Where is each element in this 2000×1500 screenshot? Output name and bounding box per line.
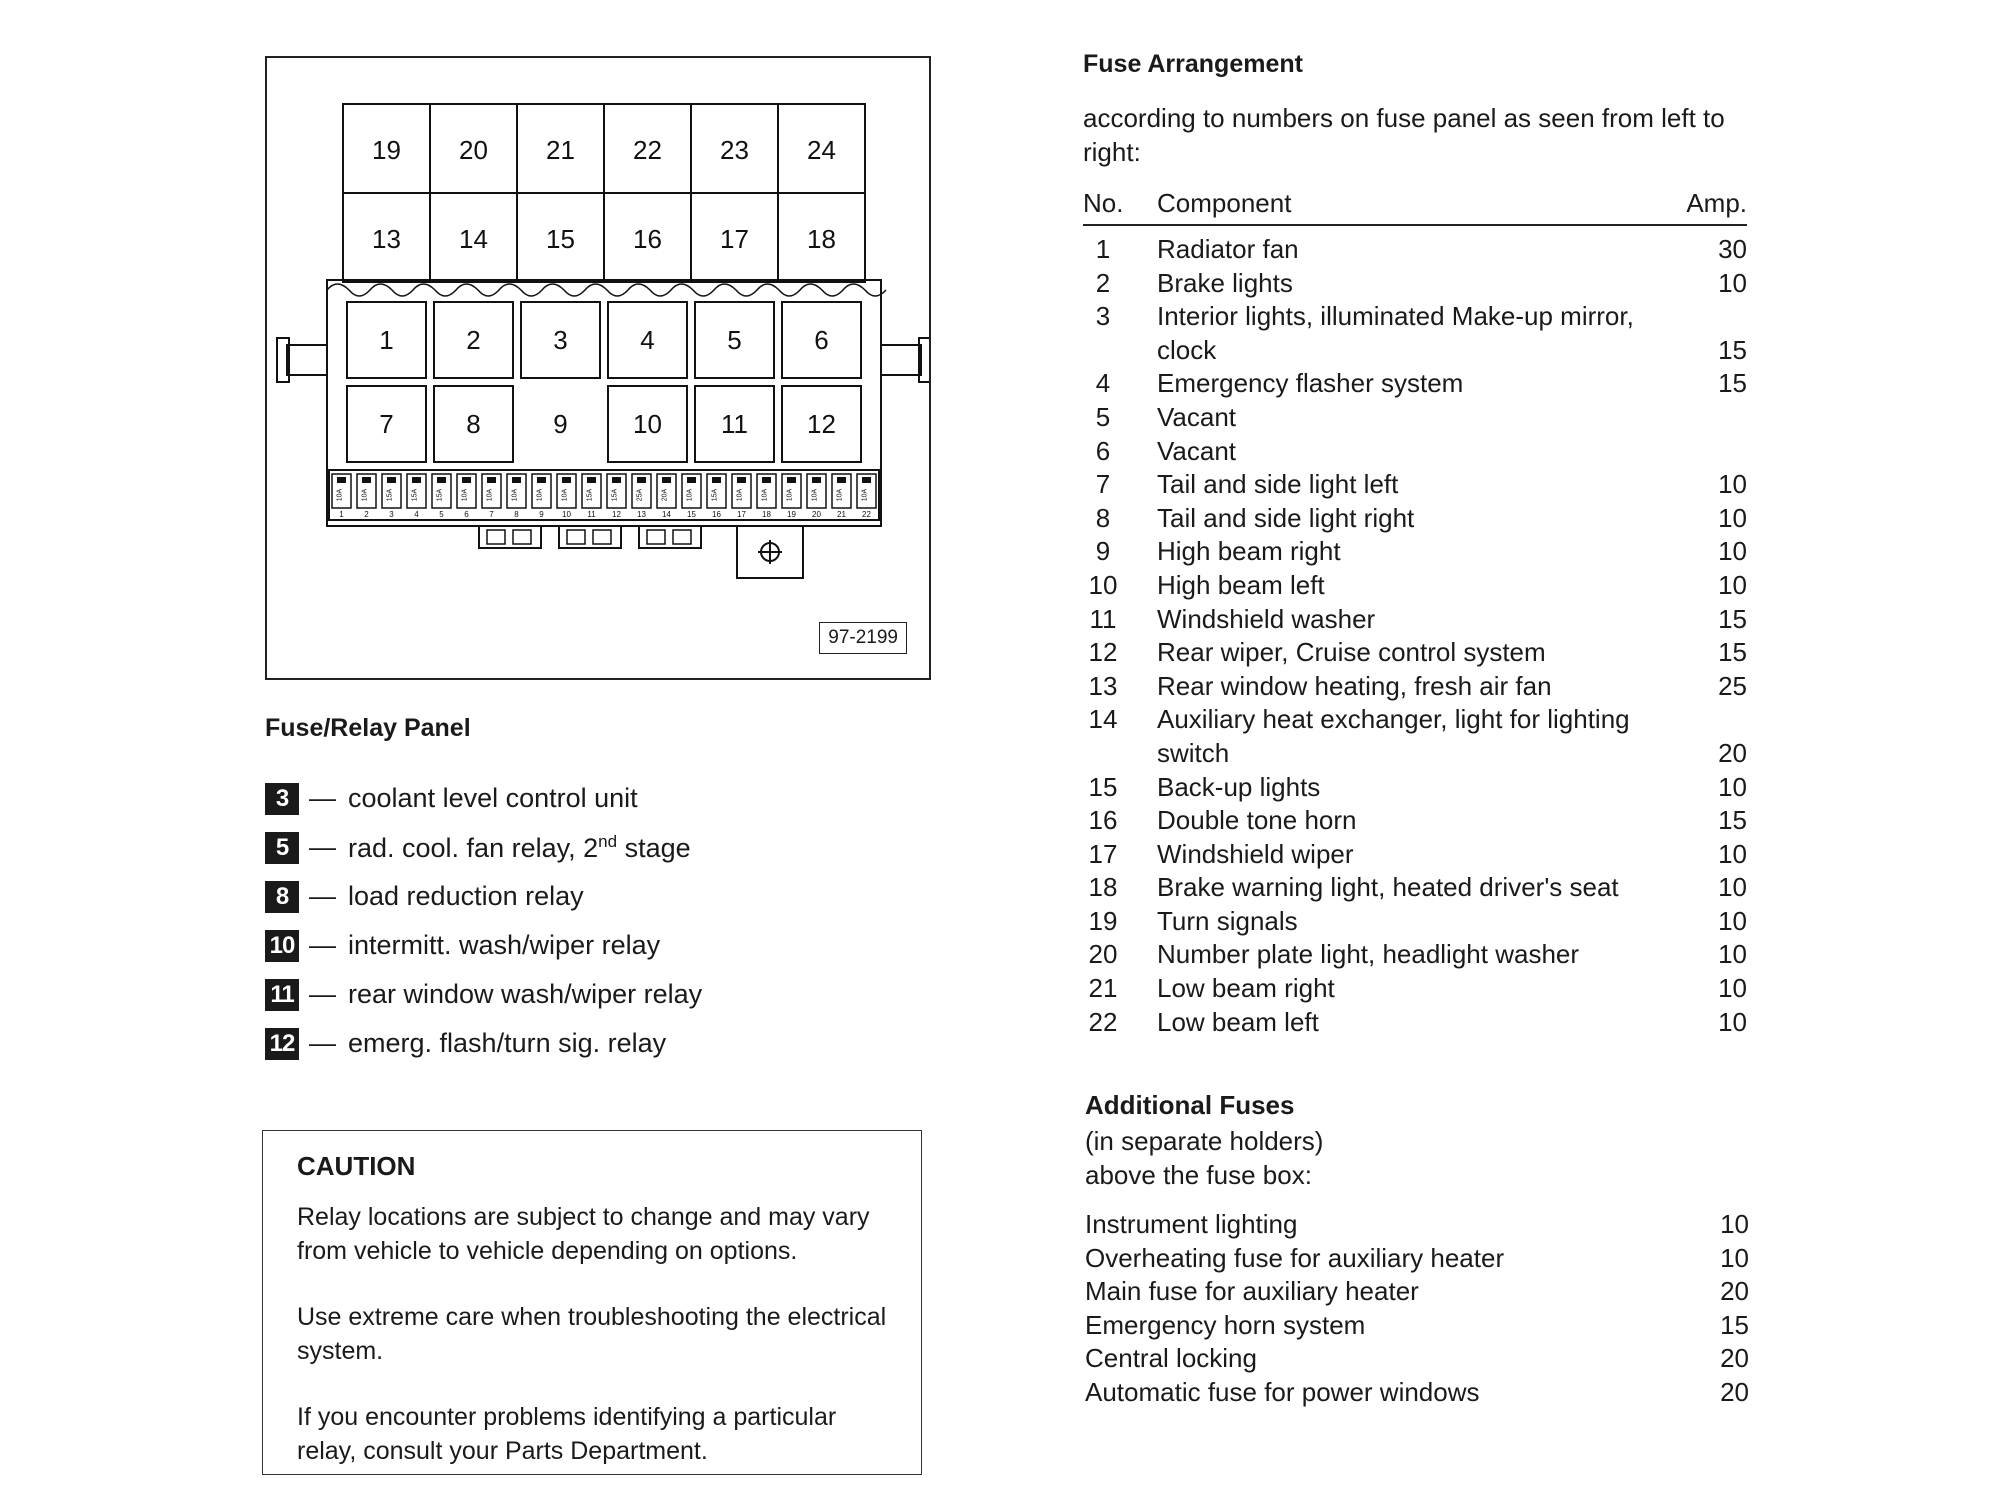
- fuse-number: 4: [1095, 368, 1111, 399]
- additional-fuse-component: Main fuse for auxiliary heater: [1085, 1276, 1419, 1307]
- relay-position-number: 17: [720, 224, 749, 254]
- table-row: [1083, 838, 1747, 872]
- fuse-slot-number: 13: [637, 510, 646, 519]
- fuse-number: 21: [1088, 973, 1118, 1004]
- table-row: [1083, 703, 1747, 770]
- fuse-table-header: [1083, 188, 1747, 226]
- fuse-amp: 10: [1718, 536, 1747, 567]
- panel-title: Fuse/Relay Panel: [265, 714, 471, 742]
- fuse-slot-number: 16: [712, 510, 721, 519]
- fuse-amp: 10: [1718, 771, 1747, 802]
- fuse-amp: 10: [1718, 502, 1747, 533]
- relay-socket-number: 8: [466, 409, 481, 439]
- fuse-number: 6: [1095, 435, 1111, 466]
- fuse-number: 12: [1088, 637, 1118, 668]
- fuse-slot-number: 17: [737, 510, 746, 519]
- fuse-component: Rear window heating, fresh air fan: [1157, 670, 1552, 701]
- relay-legend-item: [265, 872, 865, 921]
- fuse-slot-number: 14: [662, 510, 671, 519]
- fuse-number: 11: [1089, 603, 1117, 634]
- fuse-terminal: [562, 477, 571, 483]
- fuse-rating-label: 10A: [361, 488, 369, 502]
- connector-pin: [647, 530, 665, 544]
- relay-description: rad. cool. fan relay, 2nd stage: [348, 831, 691, 863]
- additional-fuses-title: Additional Fuses: [1085, 1090, 1295, 1120]
- dash: —: [309, 930, 336, 960]
- fuse-amp: 15: [1718, 603, 1747, 634]
- fuse-slot-number: 10: [562, 510, 571, 519]
- additional-fuse-amp: 20: [1720, 1343, 1749, 1374]
- relay-number-badge: 8: [265, 881, 299, 913]
- table-row: [1083, 804, 1747, 838]
- fuse-component: Back-up lights: [1157, 771, 1321, 802]
- diagram-code: 97-2199: [819, 622, 907, 654]
- relay-description: intermitt. wash/wiper relay: [348, 930, 661, 960]
- fuse-amp: 10: [1718, 1006, 1747, 1037]
- fuse-rating-label: 10A: [536, 488, 544, 502]
- fuse-slot-number: 12: [612, 510, 621, 519]
- connector-pin: [567, 530, 585, 544]
- fuse-rating-label: 15A: [711, 488, 719, 502]
- fuse-component: Windshield washer: [1157, 603, 1376, 634]
- fuse-component: Windshield wiper: [1157, 838, 1354, 869]
- relay-number-badge: 11: [265, 979, 299, 1011]
- fuse-rating-label: 15A: [611, 488, 619, 502]
- fuse-terminal: [512, 477, 521, 483]
- additional-fuse-component: Overheating fuse for auxiliary heater: [1085, 1242, 1505, 1273]
- dash: —: [309, 832, 336, 862]
- relay-socket-number: 10: [633, 409, 662, 439]
- fuse-slot-number: 2: [364, 510, 369, 519]
- fuse-number: 10: [1088, 569, 1118, 600]
- fuse-number: 14: [1088, 704, 1118, 735]
- fuse-amp: 10: [1718, 267, 1747, 298]
- fuse-component: Vacant: [1157, 435, 1237, 466]
- fuse-slot-number: 6: [464, 510, 469, 519]
- connector-pin: [593, 530, 611, 544]
- fuse-amp: 15: [1718, 368, 1747, 399]
- relay-description: emerg. flash/turn sig. relay: [348, 1028, 667, 1058]
- fuse-number: 1: [1095, 234, 1111, 264]
- fuse-rating-label: 10A: [811, 488, 819, 502]
- fuse-slot-number: 3: [389, 510, 394, 519]
- fuse-terminal: [487, 477, 496, 483]
- fuse-component: Radiator fan: [1157, 234, 1299, 264]
- fuse-amp: 15: [1718, 334, 1747, 365]
- fuse-amp: 10: [1718, 905, 1747, 936]
- fuse-terminal: [687, 477, 696, 483]
- relay-description: coolant level control unit: [348, 783, 638, 813]
- right-mount-pin: [881, 345, 921, 375]
- fuse-rating-label: 10A: [511, 488, 519, 502]
- fuse-slot-number: 7: [489, 510, 494, 519]
- fuse-terminal: [387, 477, 396, 483]
- relay-position-number: 20: [459, 135, 488, 165]
- fuse-component: Low beam right: [1157, 973, 1335, 1004]
- fuse-number: 9: [1095, 536, 1111, 567]
- fuse-number: 18: [1088, 872, 1118, 903]
- table-row: [1083, 972, 1747, 1006]
- table-row: [1085, 1342, 1749, 1376]
- table-row: [1085, 1242, 1749, 1276]
- relay-legend-item: [265, 774, 865, 823]
- additional-fuse-amp: 20: [1720, 1276, 1749, 1307]
- fuse-terminal: [462, 477, 471, 483]
- fuse-component: Auxiliary heat exchanger, light for lighting switch: [1157, 704, 1630, 768]
- fuse-rating-label: 15A: [436, 488, 444, 502]
- table-row: [1083, 871, 1747, 905]
- table-row: [1083, 603, 1747, 637]
- relay-position-number: 15: [546, 224, 575, 254]
- table-row: [1083, 938, 1747, 972]
- fuse-terminal: [862, 477, 871, 483]
- housing-clip-edge: [327, 284, 886, 296]
- fuse-amp: 10: [1718, 973, 1747, 1004]
- relay-position-number: 23: [720, 135, 749, 165]
- fuse-rating-label: 10A: [561, 488, 569, 502]
- table-row: [1083, 233, 1747, 267]
- additional-fuse-amp: 10: [1720, 1209, 1749, 1239]
- relay-position-number: 18: [807, 224, 836, 254]
- fuse-rating-label: 10A: [861, 488, 869, 502]
- fuse-component: High beam right: [1157, 536, 1341, 567]
- fuse-amp: 20: [1718, 737, 1747, 768]
- fuse-amp: 10: [1718, 569, 1747, 600]
- relay-position-number: 13: [372, 224, 401, 254]
- dash: —: [309, 881, 336, 911]
- additional-fuses-subtitle: [1085, 1125, 1323, 1192]
- fuse-rating-label: 10A: [461, 488, 469, 502]
- fuse-amp: 25: [1718, 670, 1747, 701]
- fuse-component: Brake lights: [1157, 267, 1293, 298]
- fuse-component: Double tone horn: [1157, 805, 1357, 836]
- fuse-number: 5: [1095, 401, 1111, 432]
- fuse-number: 8: [1095, 502, 1111, 533]
- caution-title: CAUTION: [297, 1151, 416, 1181]
- fuse-component: Emergency flasher system: [1157, 368, 1464, 399]
- additional-fuse-component: Instrument lighting: [1085, 1209, 1298, 1239]
- table-row: [1083, 636, 1747, 670]
- fuse-component: Vacant: [1157, 401, 1237, 432]
- table-row: [1083, 468, 1747, 502]
- fuse-number: 15: [1088, 771, 1118, 802]
- relay-description: rear window wash/wiper relay: [348, 979, 703, 1009]
- fuse-number: 7: [1095, 469, 1111, 500]
- subtitle-line: (in separate holders): [1085, 1126, 1324, 1156]
- fuse-number: 3: [1095, 301, 1111, 332]
- fuse-slot-number: 1: [339, 510, 344, 519]
- fuse-component: Rear wiper, Cruise control system: [1157, 637, 1546, 668]
- relay-legend-item: [265, 823, 865, 872]
- header-no: No.: [1083, 188, 1124, 218]
- fuse-terminal: [412, 477, 421, 483]
- connector-pin: [487, 530, 505, 544]
- relay-position-number: 14: [459, 224, 488, 254]
- caution-paragraph: Use extreme care when troubleshooting the electrical system.: [297, 1303, 887, 1365]
- fuse-amp: 15: [1718, 637, 1747, 668]
- header-amp: Amp.: [1686, 188, 1747, 218]
- fuse-terminal: [437, 477, 446, 483]
- fuse-slot-number: 15: [687, 510, 696, 519]
- fuse-terminal: [712, 477, 721, 483]
- fuse-number: 20: [1088, 939, 1118, 970]
- fuse-number: 19: [1088, 905, 1118, 936]
- additional-fuse-component: Central locking: [1085, 1343, 1257, 1374]
- fuse-rating-label: 10A: [736, 488, 744, 502]
- table-row: [1083, 1006, 1747, 1040]
- additional-fuse-amp: 15: [1720, 1309, 1749, 1340]
- fuse-terminal: [612, 477, 621, 483]
- table-row: [1083, 670, 1747, 704]
- fuse-slot-number: 9: [539, 510, 544, 519]
- fuse-rating-label: 10A: [786, 488, 794, 502]
- fuse-number: 2: [1095, 267, 1111, 298]
- fuse-rating-label: 10A: [761, 488, 769, 502]
- relay-socket-number: 1: [379, 325, 394, 355]
- fuse-slot-number: 19: [787, 510, 796, 519]
- relay-socket-number: 7: [379, 409, 394, 439]
- fuse-component: Number plate light, headlight washer: [1157, 939, 1580, 970]
- fuse-rating-label: 20A: [661, 488, 669, 502]
- fuse-slot-number: 21: [837, 510, 846, 519]
- relay-legend: [265, 774, 865, 1068]
- fuse-slot-number: 11: [587, 510, 596, 519]
- relay-position-number: 19: [372, 135, 401, 165]
- table-row: [1083, 569, 1747, 603]
- table-row: [1085, 1275, 1749, 1309]
- fuse-amp: 10: [1718, 469, 1747, 500]
- relay-legend-item: [265, 921, 865, 970]
- fuse-rating-label: 10A: [486, 488, 494, 502]
- fuse-terminal: [362, 477, 371, 483]
- fuse-number: 16: [1088, 805, 1118, 836]
- connector-pin: [513, 530, 531, 544]
- fuse-terminal: [587, 477, 596, 483]
- fuse-rating-label: 10A: [686, 488, 694, 502]
- relay-socket-number: 5: [727, 325, 742, 355]
- header-component: Component: [1157, 188, 1292, 218]
- relay-socket-number: 2: [466, 325, 481, 355]
- fuse-rating-label: 15A: [386, 488, 394, 502]
- fuse-terminal: [812, 477, 821, 483]
- additional-fuse-component: Automatic fuse for power windows: [1085, 1376, 1480, 1407]
- table-row: [1083, 367, 1747, 401]
- relay-number-badge: 5: [265, 832, 299, 864]
- fuse-terminal: [787, 477, 796, 483]
- fuse-number: 17: [1088, 838, 1118, 869]
- table-row: [1083, 771, 1747, 805]
- fuse-terminal: [662, 477, 671, 483]
- left-mount-pin: [287, 345, 327, 375]
- relay-number-badge: 3: [265, 783, 299, 815]
- table-row: [1085, 1309, 1749, 1343]
- table-row: [1083, 535, 1747, 569]
- fuse-relay-panel-diagram: [265, 56, 931, 680]
- caution-paragraph: If you encounter problems identifying a particular relay, consult your Parts Department.: [297, 1403, 837, 1465]
- fuse-terminal: [337, 477, 346, 483]
- relay-socket-number: 9: [553, 409, 568, 439]
- relay-socket-number: 6: [814, 325, 829, 355]
- fuse-slot-number: 18: [762, 510, 771, 519]
- table-row: [1083, 300, 1747, 367]
- additional-fuses-table: [1085, 1208, 1749, 1410]
- dash: —: [309, 979, 336, 1009]
- table-row: [1085, 1376, 1749, 1410]
- fuse-terminal: [762, 477, 771, 483]
- fuse-slot-number: 22: [862, 510, 871, 519]
- fuse-arrangement-title: Fuse Arrangement: [1083, 50, 1303, 78]
- relay-number-badge: 10: [265, 930, 299, 962]
- relay-description: load reduction relay: [348, 881, 584, 911]
- fuse-slot-number: 8: [514, 510, 519, 519]
- fuse-arrangement-intro: according to numbers on fuse panel as seen from left to right:: [1083, 103, 1725, 167]
- fuse-terminal: [637, 477, 646, 483]
- table-row: [1083, 435, 1747, 469]
- table-row: [1083, 905, 1747, 939]
- fuse-slot-number: 20: [812, 510, 821, 519]
- fuse-terminal: [837, 477, 846, 483]
- dash: —: [309, 1028, 336, 1058]
- relay-legend-item: [265, 970, 865, 1019]
- fuse-terminal: [537, 477, 546, 483]
- relay-position-number: 24: [807, 135, 836, 165]
- relay-legend-item: [265, 1019, 865, 1068]
- additional-fuse-amp: 20: [1720, 1376, 1749, 1407]
- fuse-box-drawing: [267, 58, 929, 678]
- fuse-component: Brake warning light, heated driver's seat: [1157, 872, 1619, 903]
- fuse-component: Turn signals: [1157, 905, 1298, 936]
- relay-position-number: 21: [546, 135, 575, 165]
- relay-position-number: 16: [633, 224, 662, 254]
- fuse-rating-label: 15A: [411, 488, 419, 502]
- dash: —: [309, 783, 336, 813]
- relay-socket-number: 11: [721, 409, 748, 439]
- relay-socket-number: 12: [807, 409, 836, 439]
- table-row: [1083, 502, 1747, 536]
- fuse-terminal: [737, 477, 746, 483]
- fuse-rating-label: 10A: [836, 488, 844, 502]
- fuse-slot-number: 4: [414, 510, 419, 519]
- relay-position-number: 22: [633, 135, 662, 165]
- relay-number-badge: 12: [265, 1028, 299, 1060]
- fuse-rating-label: 15A: [586, 488, 594, 502]
- fuse-rating-label: 10A: [336, 488, 344, 502]
- fuse-slot-number: 5: [439, 510, 444, 519]
- relay-socket-number: 3: [553, 325, 568, 355]
- fuse-component: Tail and side light left: [1157, 469, 1399, 500]
- caution-box: [262, 1130, 922, 1475]
- connector-pin: [673, 530, 691, 544]
- fuse-component: Interior lights, illuminated Make-up mirror, clock: [1157, 301, 1634, 365]
- fuse-amp: 10: [1718, 939, 1747, 970]
- fuse-amp: 15: [1718, 805, 1747, 836]
- additional-fuse-component: Emergency horn system: [1085, 1309, 1366, 1340]
- fuse-number: 22: [1088, 1006, 1118, 1037]
- subtitle-line: above the fuse box:: [1085, 1159, 1312, 1190]
- additional-fuse-amp: 10: [1720, 1242, 1749, 1273]
- table-row: [1083, 267, 1747, 301]
- fuse-component: Low beam left: [1157, 1006, 1319, 1037]
- fuse-table: [1083, 233, 1747, 1039]
- fuse-amp: 10: [1718, 838, 1747, 869]
- fuse-amp: 10: [1718, 872, 1747, 903]
- fuse-component: Tail and side light right: [1157, 502, 1415, 533]
- fuse-component: High beam left: [1157, 569, 1325, 600]
- relay-socket-number: 4: [640, 325, 655, 355]
- fuse-amp: 30: [1718, 234, 1747, 264]
- fuse-number: 13: [1088, 670, 1118, 701]
- table-row: [1083, 401, 1747, 435]
- table-row: [1085, 1208, 1749, 1242]
- fuse-rating-label: 25A: [636, 488, 644, 502]
- caution-paragraph: Relay locations are subject to change and may vary from vehicle to vehicle depending on options.: [297, 1203, 870, 1265]
